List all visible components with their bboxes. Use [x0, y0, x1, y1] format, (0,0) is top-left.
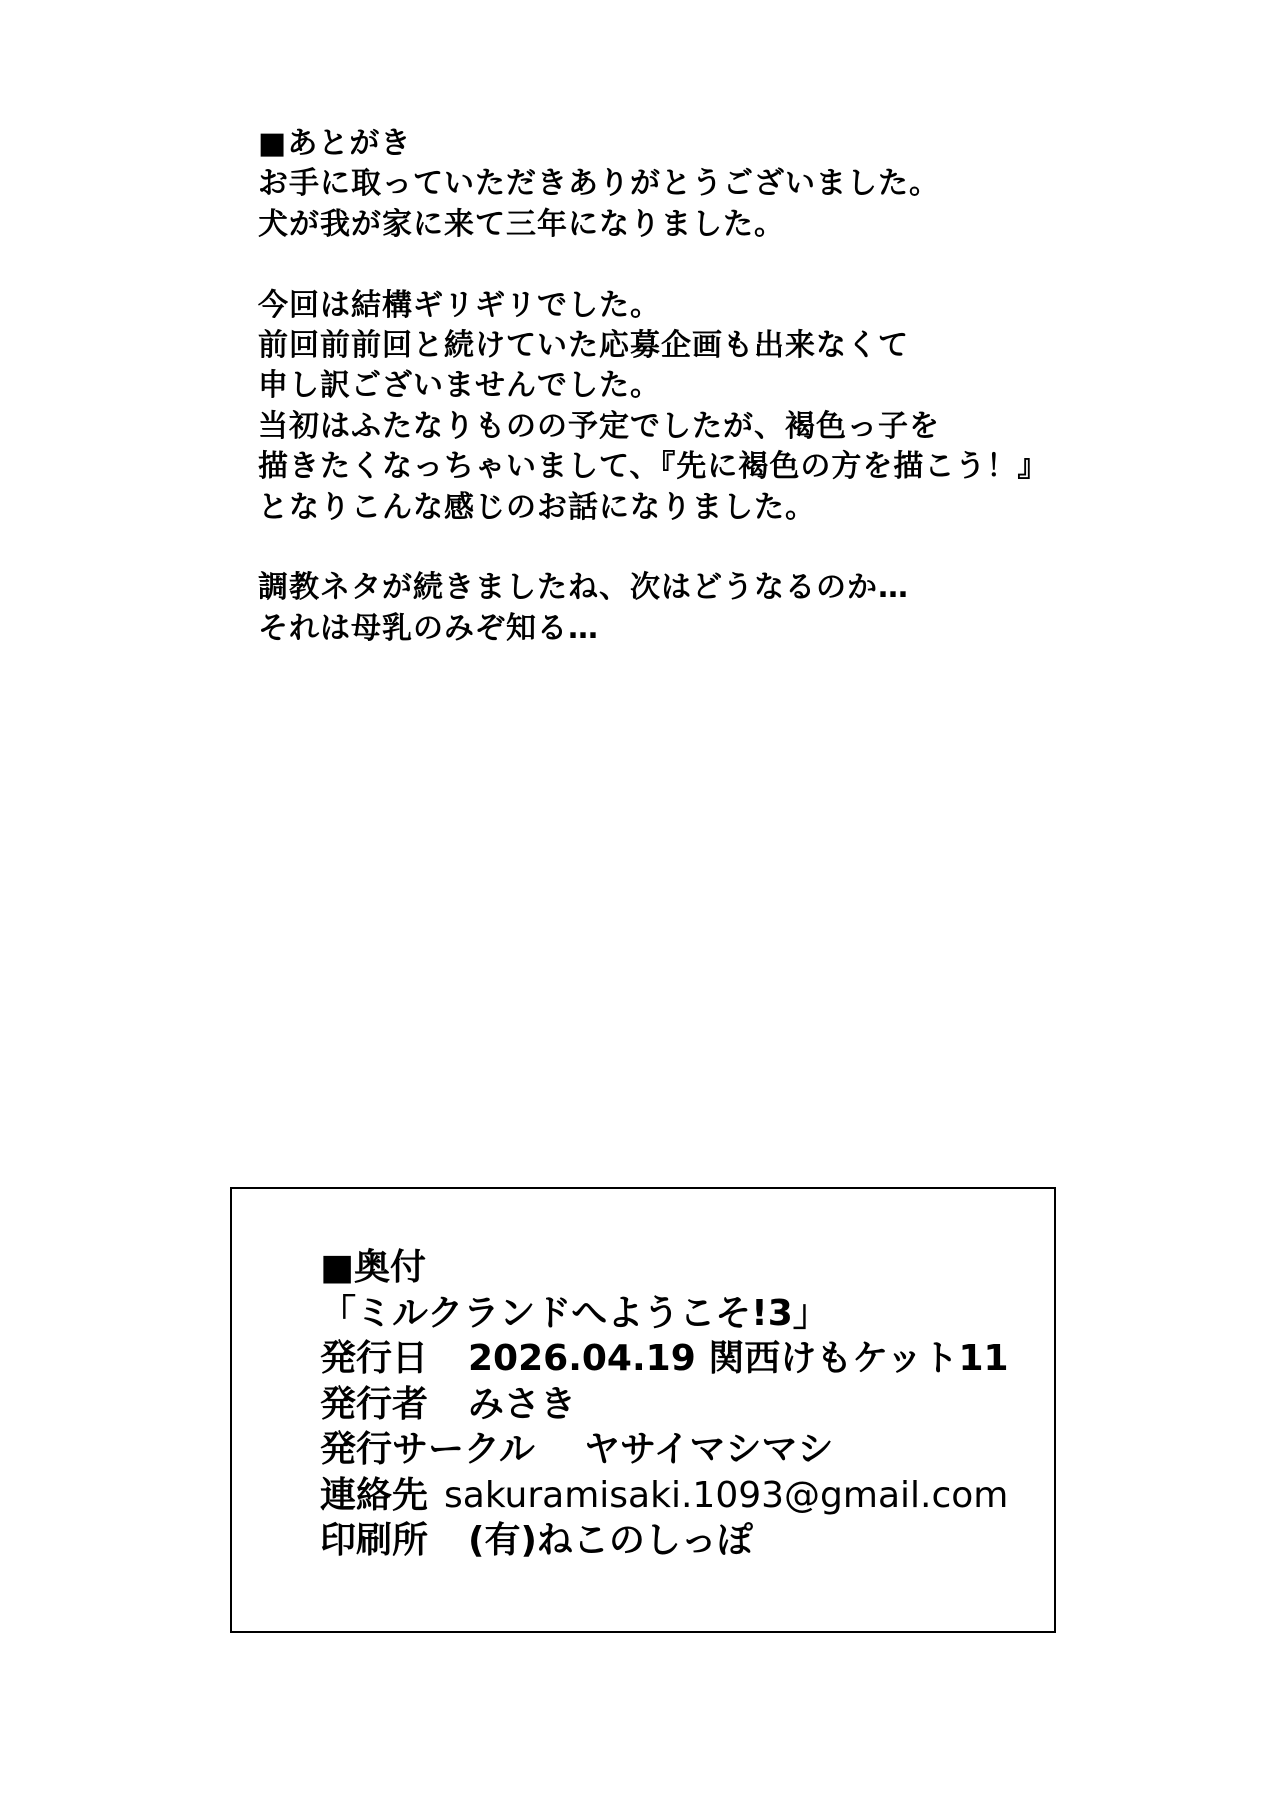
afterword-line: 調教ネタが続きましたね、次はどうなるのか…: [258, 570, 909, 606]
circle-row: [320, 1427, 1020, 1473]
afterword-line: 当初はふたなりものの予定でしたが、褐色っ子を: [258, 408, 940, 444]
paragraph-gap: [258, 245, 1138, 285]
colophon-heading: ■奥付: [320, 1247, 427, 1288]
contact-label: 連絡先: [320, 1474, 429, 1516]
publish-date-row: [320, 1336, 1020, 1382]
afterword-line: 申し訳ございませんでした。: [258, 368, 661, 404]
afterword-line: 描きたくなっちゃいまして、『先に褐色の方を描こう！』: [258, 449, 1049, 485]
printer-label: 印刷所: [320, 1520, 429, 1561]
afterword-line: 犬が我が家に来て三年になりました。: [258, 206, 785, 242]
publisher-row: [320, 1382, 1020, 1428]
afterword-line: となりこんな感じのお話になりました。: [258, 489, 816, 525]
printer-row: [320, 1518, 1020, 1564]
printer-value: (有)ねこのしっぽ: [468, 1520, 753, 1561]
paragraph-gap: [258, 528, 1138, 568]
afterword-line: それは母乳のみぞ知る…: [258, 610, 599, 646]
circle-label: 発行サークル: [320, 1429, 535, 1470]
publisher-label: 発行者: [320, 1383, 429, 1425]
publish-date-value: 2026.04.19 関西けもケット11: [468, 1338, 1009, 1379]
contact-email[interactable]: sakuramisaki.1093@gmail.com: [444, 1474, 1009, 1516]
afterword-line: 前回前前回と続けていた応募企画も出来なくて: [258, 327, 909, 363]
afterword-line: お手に取っていただきありがとうございました。: [258, 166, 940, 202]
colophon-section: [320, 1245, 1020, 1564]
afterword-line: 今回は結構ギリギリでした。: [258, 287, 661, 323]
publish-date-label: 発行日: [320, 1338, 429, 1379]
publisher-value: みさき: [468, 1383, 577, 1425]
book-title: 「ミルクランドへようこそ!3」: [320, 1292, 829, 1334]
afterword-section: [258, 124, 1138, 649]
contact-row: [320, 1473, 1020, 1519]
circle-value: ヤサイマシマシ: [584, 1429, 834, 1470]
afterword-heading: ■あとがき: [258, 126, 412, 161]
